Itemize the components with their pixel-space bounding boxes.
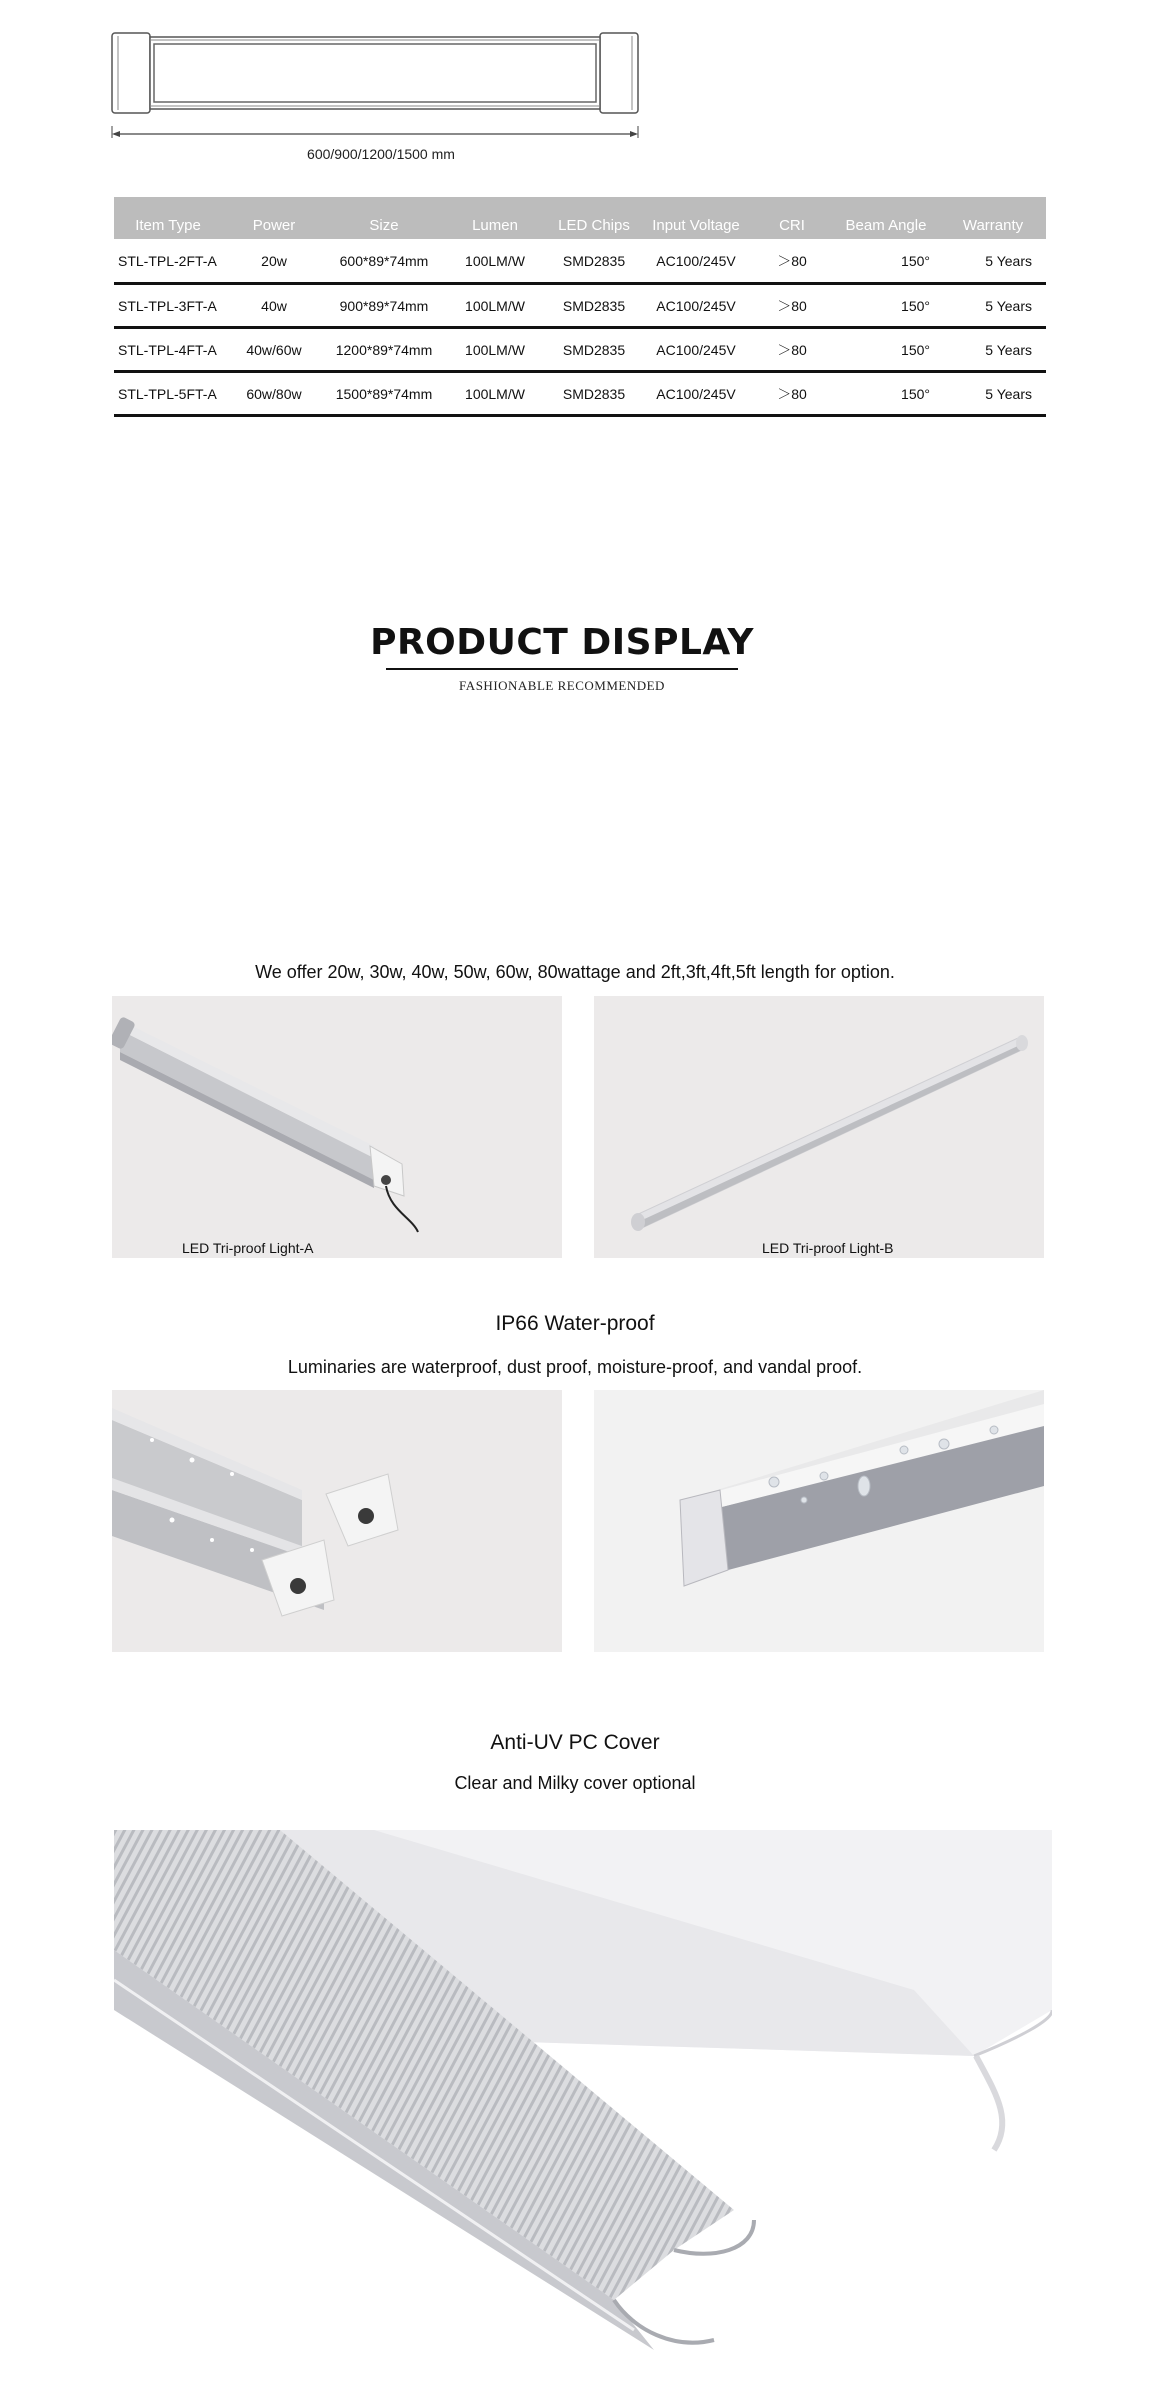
options-caption: We offer 20w, 30w, 40w, 50w, 60w, 80wattage and 2ft,3ft,4ft,5ft length for option. [255,962,895,982]
header-size: Size [326,197,442,239]
cover-heading: Anti-UV PC Cover [490,1731,660,1754]
header-warranty: Warranty [940,197,1046,239]
cell-size: 1500*89*74mm [326,371,442,415]
cell-power: 40w/60w [222,327,326,371]
photo-b-label: LED Tri-proof Light-B [762,1240,894,1256]
cell-item-type: STL-TPL-3FT-A [114,283,222,327]
cell-item-type: STL-TPL-4FT-A [114,327,222,371]
dimension-label: 600/900/1200/1500 mm [307,146,455,162]
header-input-voltage: Input Voltage [640,197,752,239]
cell-warranty: 5 Years [940,327,1046,371]
cell-item-type: STL-TPL-5FT-A [114,371,222,415]
cell-led-chips: SMD2835 [548,371,640,415]
photo-waterproof-a [112,1390,562,1652]
header-led-chips: LED Chips [548,197,640,239]
tri-proof-light-b-image [594,996,1044,1258]
cell-led-chips: SMD2835 [548,283,640,327]
table-header-row [114,197,1046,239]
clear-and-milky-covers [114,1830,1052,2370]
cell-warranty: 5 Years [940,371,1046,415]
waterproof-heading: IP66 Water-proof [495,1312,655,1335]
product-display-title: PRODUCT DISPLAY [370,622,754,663]
cover-caption: Clear and Milky cover optional [454,1773,696,1793]
cell-power: 40w [222,283,326,327]
cell-input-voltage: AC100/245V [640,371,752,415]
table-row [114,371,1046,415]
table-row [114,283,1046,327]
cell-size: 600*89*74mm [326,239,442,283]
header-beam-angle: Beam Angle [832,197,940,239]
table-row [114,327,1046,371]
cell-led-chips: SMD2835 [548,239,640,283]
table-row [114,239,1046,283]
cell-input-voltage: AC100/245V [640,327,752,371]
cell-warranty: 5 Years [940,283,1046,327]
fixture-outline [110,30,652,150]
photo-light-b [594,996,1044,1258]
cell-item-type: STL-TPL-2FT-A [114,239,222,283]
cell-warranty: 5 Years [940,239,1046,283]
cell-led-chips: SMD2835 [548,327,640,371]
waterproof-caption: Luminaries are waterproof, dust proof, moisture-proof, and vandal proof. [287,1357,863,1377]
cell-power: 20w [222,239,326,283]
header-lumen: Lumen [442,197,548,239]
dimension-drawing [110,30,652,162]
cell-beam-angle: 150° [832,327,940,371]
cell-cri: ＞80 [752,239,832,283]
cell-beam-angle: 150° [832,283,940,327]
cell-size: 900*89*74mm [326,283,442,327]
cell-lumen: 100LM/W [442,371,548,415]
spec-table [114,197,1046,417]
cell-lumen: 100LM/W [442,239,548,283]
cell-size: 1200*89*74mm [326,327,442,371]
pc-cover-image [114,1830,1052,2370]
photo-light-a [112,996,562,1258]
cell-cri: ＞80 [752,371,832,415]
cell-cri: ＞80 [752,283,832,327]
product-display-subtitle: FASHIONABLE RECOMMENDED [459,678,665,693]
cell-lumen: 100LM/W [442,283,548,327]
cell-cri: ＞80 [752,327,832,371]
header-power: Power [222,197,326,239]
tri-proof-light-a-image [112,996,562,1258]
header-item-type: Item Type [114,197,222,239]
cell-input-voltage: AC100/245V [640,239,752,283]
wet-fixtures-image [112,1390,562,1652]
cell-beam-angle: 150° [832,239,940,283]
water-droplets-image [594,1390,1044,1652]
photo-waterproof-b [594,1390,1044,1652]
title-underline [386,668,738,670]
cell-power: 60w/80w [222,371,326,415]
cell-input-voltage: AC100/245V [640,283,752,327]
header-cri: CRI [752,197,832,239]
photo-a-label: LED Tri-proof Light-A [182,1240,314,1256]
cell-lumen: 100LM/W [442,327,548,371]
cell-beam-angle: 150° [832,371,940,415]
